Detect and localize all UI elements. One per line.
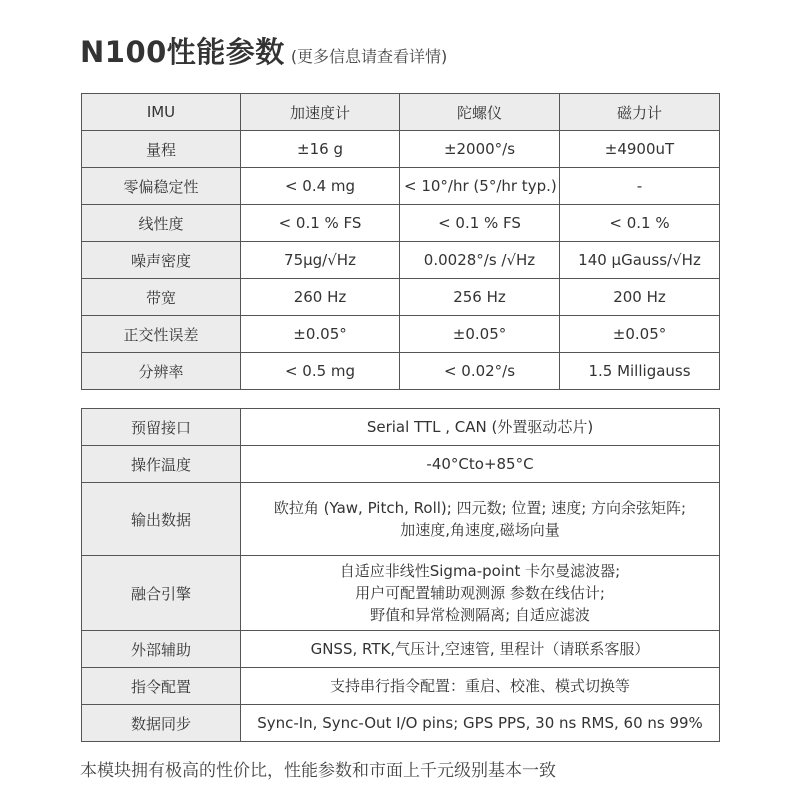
table-row	[82, 242, 720, 279]
table-cell: 200 Hz	[560, 279, 720, 316]
footer-note: 本模块拥有极高的性价比，性能参数和市面上千元级别基本一致	[80, 761, 556, 781]
table-row	[82, 316, 720, 353]
row-label: 融合引擎	[82, 556, 241, 631]
spec-table	[81, 93, 720, 390]
page-header	[80, 30, 447, 71]
cell-line: Serial TTL , CAN (外置驱动芯片)	[366, 418, 594, 436]
row-label: 分辨率	[82, 353, 241, 390]
page-title: N100性能参数	[80, 35, 285, 69]
table-cell: 140 μGauss/√Hz	[560, 242, 720, 279]
table-row	[82, 409, 720, 446]
row-label: 正交性误差	[82, 316, 241, 353]
table-cell: ±4900uT	[560, 131, 720, 168]
row-label: 量程	[82, 131, 241, 168]
table-cell: 256 Hz	[400, 279, 560, 316]
row-label: 带宽	[82, 279, 241, 316]
table-cell: 75μg/√Hz	[241, 242, 400, 279]
row-label: 指令配置	[82, 668, 241, 705]
cell-line: -40°Cto+85°C	[426, 455, 534, 473]
table-cell: < 0.4 mg	[241, 168, 400, 205]
cell-line: 野值和异常检测隔离; 自适应滤波	[370, 606, 590, 624]
table-cell	[241, 556, 720, 631]
table-cell	[241, 409, 720, 446]
table-row	[82, 556, 720, 631]
table-cell: 260 Hz	[241, 279, 400, 316]
row-label: 线性度	[82, 205, 241, 242]
table-row	[82, 353, 720, 390]
table-row	[82, 446, 720, 483]
column-header: 磁力计	[560, 94, 720, 131]
row-label: 数据同步	[82, 705, 241, 742]
column-header: 陀螺仪	[400, 94, 560, 131]
page-subtitle: (更多信息请查看详情)	[290, 47, 448, 66]
table-row	[82, 205, 720, 242]
table-row	[82, 168, 720, 205]
table-cell	[241, 483, 720, 556]
table-cell: -	[560, 168, 720, 205]
table-cell: ±0.05°	[241, 316, 400, 353]
row-label: 外部辅助	[82, 631, 241, 668]
cell-line: 用户可配置辅助观测源 参数在线估计;	[355, 584, 605, 602]
row-label: 零偏稳定性	[82, 168, 241, 205]
cell-line: GNSS, RTK,气压计,空速管, 里程计（请联系客服）	[310, 640, 650, 658]
table-row	[82, 279, 720, 316]
table-row	[82, 705, 720, 742]
row-label: 噪声密度	[82, 242, 241, 279]
interface-table	[81, 408, 720, 742]
cell-line: Sync-In, Sync-Out I/O pins; GPS PPS, 30 ns RMS, 60 ns 99%	[257, 714, 703, 732]
cell-line: 支持串行指令配置：重启、校准、模式切换等	[329, 677, 630, 695]
table-cell	[241, 631, 720, 668]
table-cell	[241, 446, 720, 483]
table-cell: 0.0028°/s /√Hz	[400, 242, 560, 279]
table-cell: < 0.1 % FS	[400, 205, 560, 242]
table-cell: 1.5 Milligauss	[560, 353, 720, 390]
table-cell: ±0.05°	[400, 316, 560, 353]
cell-line: 欧拉角 (Yaw, Pitch, Roll); 四元数; 位置; 速度; 方向余弦矩阵;	[273, 499, 687, 517]
table-header-row	[82, 94, 720, 131]
row-label: 预留接口	[82, 409, 241, 446]
column-header: 加速度计	[241, 94, 400, 131]
cell-line: 加速度,角速度,磁场向量	[400, 521, 560, 539]
table-row	[82, 631, 720, 668]
table-row	[82, 668, 720, 705]
column-header: IMU	[82, 94, 241, 131]
table-cell: < 0.02°/s	[400, 353, 560, 390]
table-cell: ±2000°/s	[400, 131, 560, 168]
table-cell: ±16 g	[241, 131, 400, 168]
table-cell: < 0.1 % FS	[241, 205, 400, 242]
table-row	[82, 483, 720, 556]
table-row	[82, 131, 720, 168]
row-label: 操作温度	[82, 446, 241, 483]
row-label: 输出数据	[82, 483, 241, 556]
table-cell	[241, 705, 720, 742]
table-cell: < 0.5 mg	[241, 353, 400, 390]
cell-line: 自适应非线性Sigma-point 卡尔曼滤波器;	[339, 562, 621, 580]
table-cell	[241, 668, 720, 705]
table-cell: < 0.1 %	[560, 205, 720, 242]
table-cell: < 10°/hr (5°/hr typ.)	[400, 168, 560, 205]
table-cell: ±0.05°	[560, 316, 720, 353]
